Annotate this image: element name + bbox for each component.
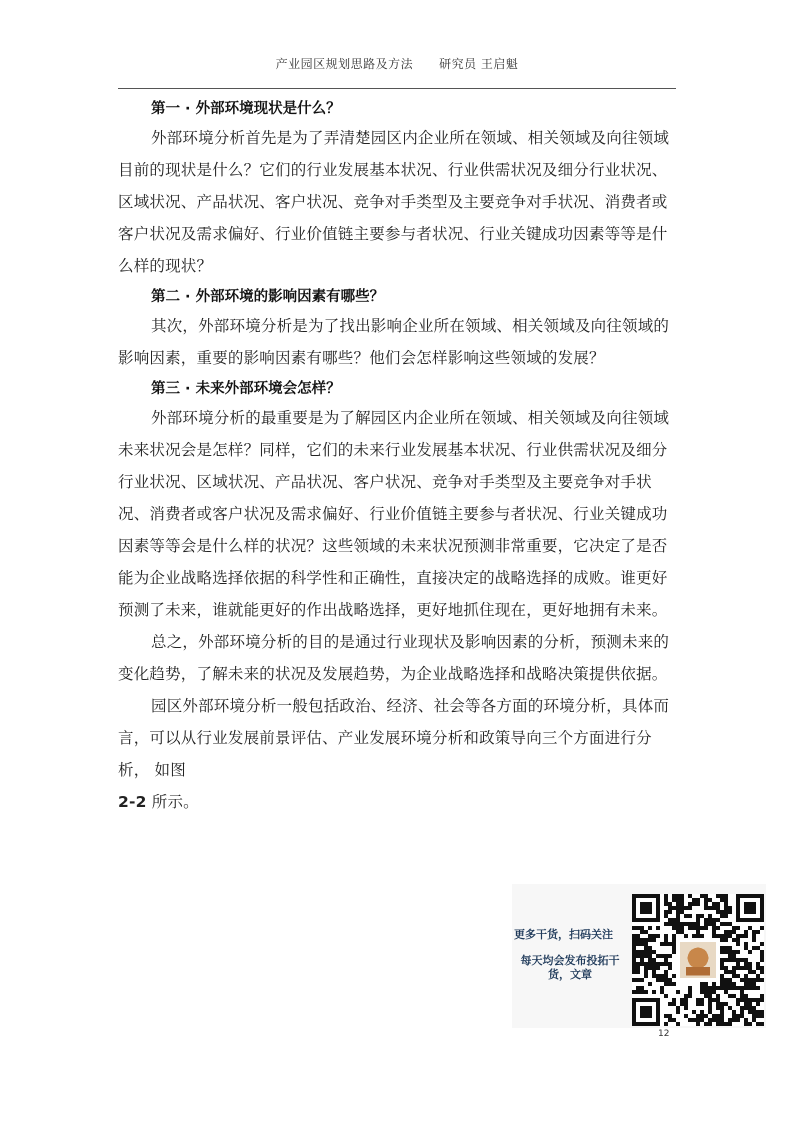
section-paragraph-1: 外部环境分析首先是为了弄清楚园区内企业所在领域、相关领域及向往领域目前的现状是什么？它们的行业发展基本状况、行业供需状况及细分行业状况、区域状况、产品状况、客户状况、竞争对手类型及主要竞争对手状况、消费者或客户状况及需求偏好、行业价值链主要参与者状况、行业关键成功因素等等是什么样的现状？ <box>118 129 670 275</box>
section-heading-3: 第三 · 未来外部环境会怎样？ <box>151 381 341 397</box>
page-number: 12 <box>658 1029 670 1039</box>
qr-banner-line1: 更多干货，扫码关注 <box>514 928 613 941</box>
section-heading-1: 第一 · 外部环境现状是什么？ <box>151 101 341 117</box>
document-body <box>118 96 682 818</box>
figure-reference[interactable]: 2-2 <box>118 793 147 811</box>
qr-code-icon[interactable] <box>632 894 764 1026</box>
section-paragraph-3: 外部环境分析的最重要是为了解园区内企业所在领域、相关领域及向往领域未来状况会是怎样？同样，它们的未来行业发展基本状况、行业供需状况及细分行业状况、区域状况、产品状况、客户状况、竞争对手类型及主要竞争对手状况、消费者或客户状况及需求偏好、行业价值链主要参与者状况、行业关键成功因素等等会是什么样的状况？这些领域的未来状况预测非常重要，它决定了是否能为企业战略选择依据的科学性和正确性，直接决定的战略选择的成败。谁更好预测了未来，谁就能更好的作出战略选择，更好地抓住现在，更好地拥有未来。 <box>118 409 670 619</box>
qr-banner-line2: 每天均会发布投拓干货，文章 <box>520 954 620 981</box>
header-title: 产业园区规划思路及方法 <box>275 57 414 71</box>
qr-banner-text <box>514 928 626 982</box>
header-divider <box>118 88 676 89</box>
section-heading-2: 第二 · 外部环境的影响因素有哪些？ <box>151 289 385 305</box>
closing-paragraph: 园区外部环境分析一般包括政治、经济、社会等各方面的环境分析，具体而言，可以从行业发展前景评估、产业发展环境分析和政策导向三个方面进行分析， 如图 2-2 所示。 <box>118 697 670 811</box>
section-paragraph-2: 其次，外部环境分析是为了找出影响企业所在领域、相关领域及向往领域的影响因素，重要的影响因素有哪些？他们会怎样影响这些领域的发展？ <box>118 317 670 367</box>
summary-paragraph: 总之，外部环境分析的目的是通过行业现状及影响因素的分析，预测未来的变化趋势，了解未来的状况及发展趋势，为企业战略选择和战略决策提供依据。 <box>118 633 670 683</box>
page-header <box>118 55 676 72</box>
header-author: 研究员 王启魁 <box>439 57 519 71</box>
